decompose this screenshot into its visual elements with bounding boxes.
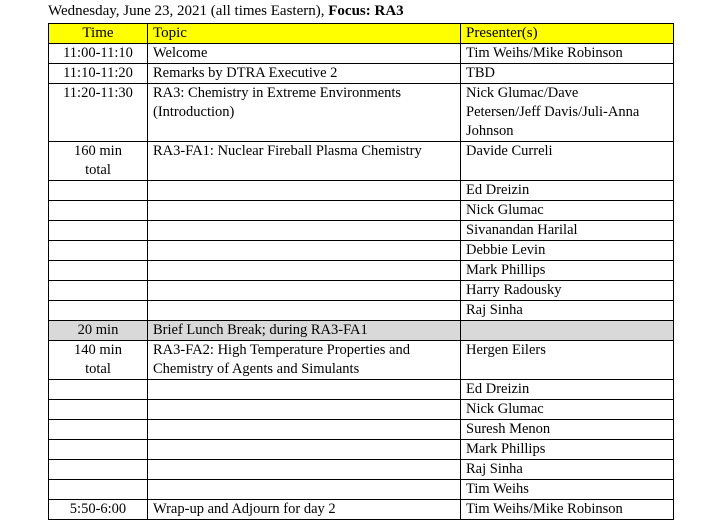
presenter-cell: Ed Dreizin — [461, 380, 674, 400]
time-cell — [49, 460, 148, 480]
table-row — [49, 241, 674, 261]
table-row — [49, 44, 674, 64]
time-cell — [49, 380, 148, 400]
header-presenters: Presenter(s) — [461, 24, 674, 44]
time-cell: 160 min total — [49, 142, 148, 181]
table-row — [49, 380, 674, 400]
agenda-body — [49, 44, 674, 520]
topic-cell — [148, 261, 461, 281]
table-row — [49, 261, 674, 281]
header-topic: Topic — [148, 24, 461, 44]
header-row — [49, 24, 674, 44]
table-row — [49, 480, 674, 500]
time-cell: 11:20-11:30 — [49, 84, 148, 142]
presenter-cell — [461, 321, 674, 341]
time-cell — [49, 221, 148, 241]
topic-cell: RA3-FA1: Nuclear Fireball Plasma Chemistry — [148, 142, 461, 181]
table-row — [49, 201, 674, 221]
topic-cell — [148, 241, 461, 261]
time-cell — [49, 201, 148, 221]
table-row — [49, 181, 674, 201]
lunch-break-row — [49, 321, 674, 341]
presenter-cell: Tim Weihs/Mike Robinson — [461, 44, 674, 64]
presenter-cell: Tim Weihs/Mike Robinson — [461, 500, 674, 520]
topic-cell — [148, 301, 461, 321]
time-cell — [49, 400, 148, 420]
caption-focus: Focus: RA3 — [328, 3, 404, 19]
presenter-cell: TBD — [461, 64, 674, 84]
table-row — [49, 221, 674, 241]
topic-cell — [148, 420, 461, 440]
table-row — [49, 84, 674, 142]
time-cell: 11:00-11:10 — [49, 44, 148, 64]
time-cell — [49, 420, 148, 440]
topic-cell — [148, 281, 461, 301]
header-time: Time — [49, 24, 148, 44]
presenter-cell: Suresh Menon — [461, 420, 674, 440]
time-cell: 20 min — [49, 321, 148, 341]
topic-cell: Welcome — [148, 44, 461, 64]
topic-cell — [148, 221, 461, 241]
time-cell — [49, 181, 148, 201]
caption-date: Wednesday, June 23, 2021 (all times Eastern), — [48, 3, 325, 19]
table-row — [49, 400, 674, 420]
topic-cell — [148, 380, 461, 400]
presenter-cell: Ed Dreizin — [461, 181, 674, 201]
presenter-cell: Harry Radousky — [461, 281, 674, 301]
table-row — [49, 500, 674, 520]
presenter-cell: Nick Glumac — [461, 201, 674, 221]
presenter-cell: Tim Weihs — [461, 480, 674, 500]
time-cell: 5:50-6:00 — [49, 500, 148, 520]
presenter-cell: Nick Glumac/Dave Petersen/Jeff Davis/Juli-Anna Johnson — [461, 84, 674, 142]
presenter-cell: Mark Phillips — [461, 440, 674, 460]
topic-cell — [148, 201, 461, 221]
table-row — [49, 301, 674, 321]
presenter-cell: Mark Phillips — [461, 261, 674, 281]
topic-cell — [148, 181, 461, 201]
topic-cell: Remarks by DTRA Executive 2 — [148, 64, 461, 84]
presenter-cell: Raj Sinha — [461, 460, 674, 480]
time-cell — [49, 241, 148, 261]
topic-cell — [148, 400, 461, 420]
presenter-cell: Raj Sinha — [461, 301, 674, 321]
presenter-cell: Davide Curreli — [461, 142, 674, 181]
agenda-table — [48, 23, 674, 520]
topic-cell: Brief Lunch Break; during RA3-FA1 — [148, 321, 461, 341]
presenter-cell: Debbie Levin — [461, 241, 674, 261]
table-row — [49, 420, 674, 440]
agenda-caption — [48, 3, 404, 20]
time-cell — [49, 480, 148, 500]
time-cell — [49, 261, 148, 281]
table-row — [49, 142, 674, 181]
presenter-cell: Nick Glumac — [461, 400, 674, 420]
time-cell — [49, 301, 148, 321]
table-row — [49, 460, 674, 480]
topic-cell: Wrap-up and Adjourn for day 2 — [148, 500, 461, 520]
presenter-cell: Sivanandan Harilal — [461, 221, 674, 241]
time-cell — [49, 440, 148, 460]
topic-cell: RA3: Chemistry in Extreme Environments (Introduction) — [148, 84, 461, 142]
topic-cell — [148, 440, 461, 460]
time-cell: 11:10-11:20 — [49, 64, 148, 84]
table-row — [49, 64, 674, 84]
table-row — [49, 341, 674, 380]
time-cell: 140 min total — [49, 341, 148, 380]
time-cell — [49, 281, 148, 301]
table-row — [49, 440, 674, 460]
table-row — [49, 281, 674, 301]
topic-cell — [148, 480, 461, 500]
topic-cell: RA3-FA2: High Temperature Properties and Chemistry of Agents and Simulants — [148, 341, 461, 380]
presenter-cell: Hergen Eilers — [461, 341, 674, 380]
topic-cell — [148, 460, 461, 480]
